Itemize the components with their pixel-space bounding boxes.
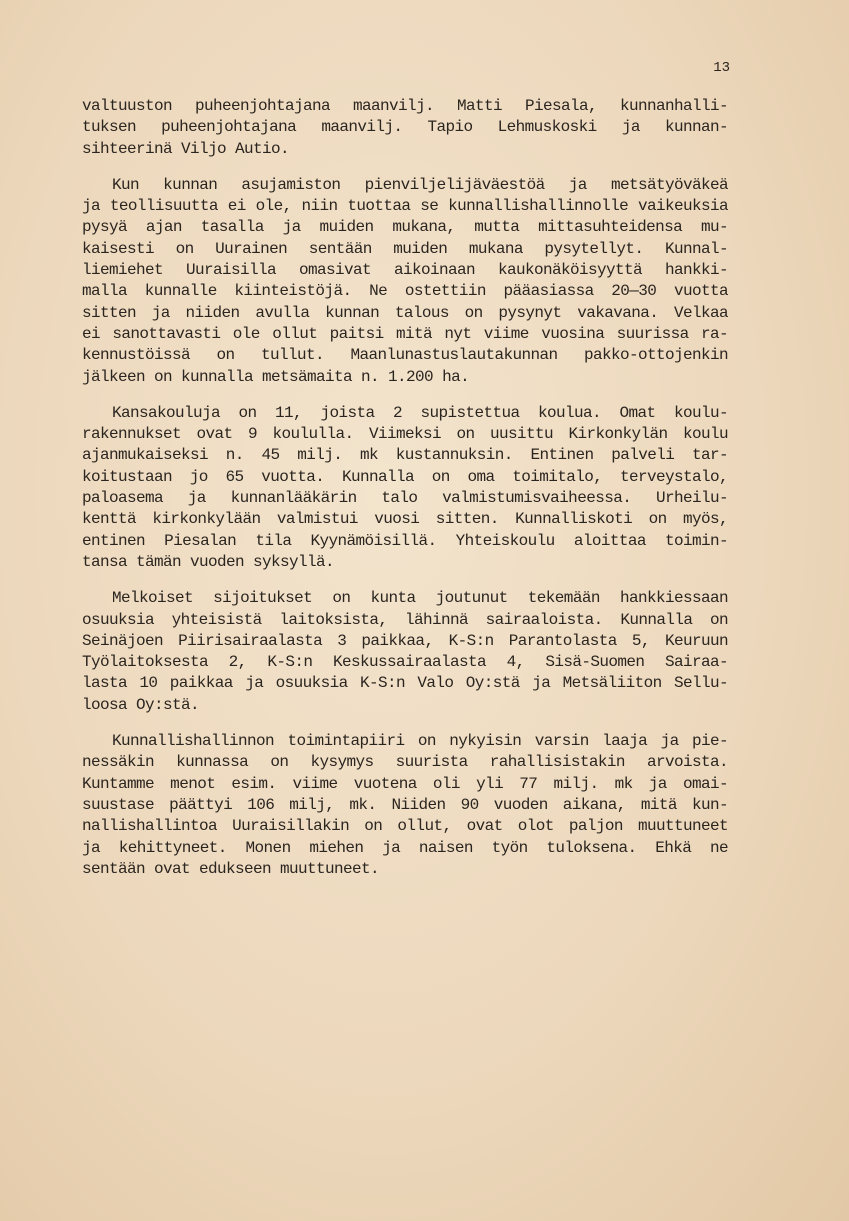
- text-line: loosa Oy:stä.: [82, 695, 200, 714]
- text-line: sitten ja niiden avulla kunnan talous on pysynyt vakavana. Velkaa: [82, 303, 728, 322]
- text-line: osuuksia yhteisistä laitoksista, lähinnä sairaaloista. Kunnalla on: [82, 610, 728, 629]
- text-line: koitustaan jo 65 vuotta. Kunnalla on oma toimitalo, terveystalo,: [82, 467, 728, 486]
- page-number: 13: [713, 60, 730, 76]
- text-line: ei sanottavasti ole ollut paitsi mitä nyt viime vuosina suurissa ra-: [82, 324, 728, 343]
- text-line: suustase päättyi 106 milj, mk. Niiden 90 vuoden aikana, mitä kun-: [82, 795, 728, 814]
- text-line: lasta 10 paikkaa ja osuuksia K-S:n Valo Oy:stä ja Metsäliiton Sellu-: [82, 674, 728, 693]
- text-line: nessäkin kunnassa on kysymys suurista rahallisistakin arvoista.: [82, 753, 728, 772]
- text-line: valtuuston puheenjohtajana maanvilj. Matti Piesala, kunnanhalli-: [82, 97, 728, 115]
- text-line: ajanmukaiseksi n. 45 milj. mk kustannuksin. Entinen palveli tar-: [82, 446, 728, 465]
- text-line: pysyä ajan tasalla ja muiden mukana, mutta mittasuhteidensa mu-: [82, 218, 728, 237]
- paragraph: [82, 403, 728, 573]
- text-line: Kansakouluja on 11, joista 2 supistettua koulua. Omat koulu-: [112, 403, 728, 422]
- text-line: sihteerinä Viljo Autio.: [82, 139, 290, 158]
- text-line: ja kehittyneet. Monen miehen ja naisen työn tuloksena. Ehkä ne: [82, 838, 728, 857]
- text-line: liemiehet Uuraisilla omasivat aikoinaan kaukonäköisyyttä hankki-: [82, 261, 728, 280]
- text-line: rakennukset ovat 9 koululla. Viimeksi on uusittu Kirkonkylän koulu: [82, 425, 728, 444]
- text-line: kaisesti on Uurainen sentään muiden mukana pysytellyt. Kunnal-: [82, 239, 728, 258]
- text-line: ja teollisuutta ei ole, niin tuottaa se kunnallishallinnolle vaikeuksia: [82, 197, 728, 216]
- page-body: [82, 96, 728, 895]
- text-line: Seinäjoen Piirisairaalasta 3 paikkaa, K-S:n Parantolasta 5, Keuruun: [82, 631, 728, 650]
- text-line: kennustöissä on tullut. Maanlunastuslautakunnan pakko-ottojenkin: [82, 346, 728, 365]
- text-line: Kunnallishallinnon toimintapiiri on nykyisin varsin laaja ja pie-: [112, 732, 728, 751]
- paragraph: [82, 731, 728, 880]
- text-line: tansa tämän vuoden syksyllä.: [82, 552, 335, 571]
- text-line: paloasema ja kunnanlääkärin talo valmistumisvaiheessa. Urheilu-: [82, 489, 728, 508]
- text-line: Työlaitoksesta 2, K-S:n Keskussairaalasta 4, Sisä-Suomen Sairaa-: [82, 653, 728, 672]
- text-line: malla kunnalle kiinteistöjä. Ne ostettiin pääasiassa 20—30 vuotta: [82, 282, 728, 301]
- text-line: nallishallintoa Uuraisillakin on ollut, ovat olot paljon muuttuneet: [82, 817, 728, 836]
- paragraph: [82, 588, 728, 716]
- text-line: tuksen puheenjohtajana maanvilj. Tapio Lehmuskoski ja kunnan-: [82, 118, 728, 137]
- text-line: Melkoiset sijoitukset on kunta joutunut tekemään hankkiessaan: [112, 589, 728, 608]
- text-line: jälkeen on kunnalla metsämaita n. 1.200 ha.: [82, 367, 470, 386]
- text-line: Kun kunnan asujamiston pienviljelijäväestöä ja metsätyöväkeä: [112, 175, 728, 194]
- paragraph: [82, 175, 728, 388]
- text-line: entinen Piesalan tila Kyynämöisillä. Yhteiskoulu aloittaa toimin-: [82, 531, 728, 550]
- paragraph: [82, 96, 728, 160]
- text-line: Kuntamme menot esim. viime vuotena oli yli 77 milj. mk ja omai-: [82, 774, 728, 793]
- text-line: kenttä kirkonkylään valmistui vuosi sitten. Kunnalliskoti on myös,: [82, 510, 728, 529]
- text-line: sentään ovat edukseen muuttuneet.: [82, 859, 380, 878]
